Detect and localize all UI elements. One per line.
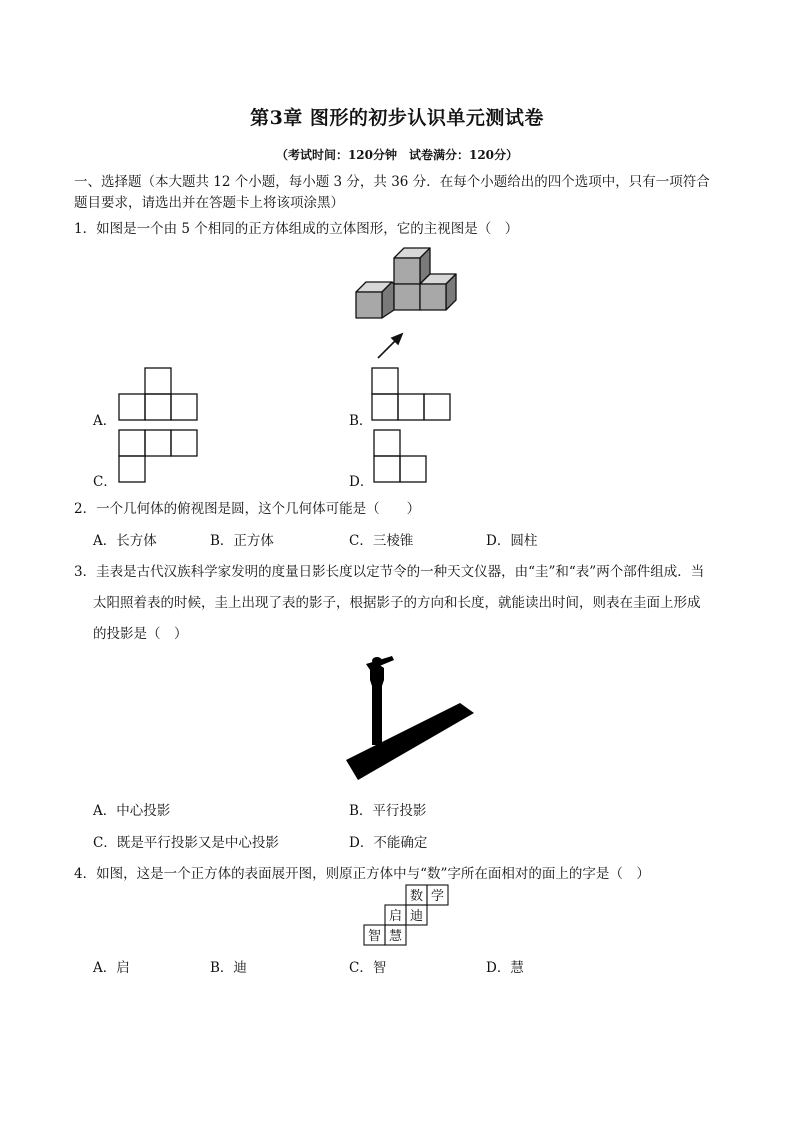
question-3-option-c[interactable]: C．既是平行投影又是中心投影 [93,835,279,851]
question-4-option-b[interactable]: B．迪 [210,960,247,976]
question-3-option-d[interactable]: D．不能确定 [349,835,428,851]
page-title: 第3章 图形的初步认识单元测试卷 [250,107,544,129]
net-face-2: 学 [430,889,445,904]
question-1-option-d[interactable]: D． [349,474,374,490]
question-4-option-c[interactable]: C．智 [349,960,387,976]
question-4-option-a[interactable]: A．启 [93,960,130,976]
question-2-text: 2．一个几何体的俯视图是圆，这个几何体可能是（ ） [74,501,421,517]
question-3-option-a[interactable]: A．中心投影 [93,803,171,819]
question-2-option-a[interactable]: A．长方体 [93,533,157,549]
question-2-option-b[interactable]: B．正方体 [210,533,274,549]
section-heading-line1: 一、选择题（本大题共 12 个小题，每小题 3 分，共 36 分．在每个小题给出的四个选项中，只有一项符合 [74,174,710,190]
net-face-4: 迪 [409,909,424,924]
exam-info: （考试时间：120分钟 试卷满分：120分） [275,148,519,162]
question-3-text-line3: 的投影是（ ） [93,626,188,642]
net-face-6: 慧 [388,929,403,944]
question-2-option-c[interactable]: C．三棱锥 [349,533,414,549]
question-1-option-a[interactable]: A． [93,413,117,429]
question-1-option-b[interactable]: B． [349,413,373,429]
net-face-5: 智 [367,929,382,944]
question-3-text-line2: 太阳照着表的时候，圭上出现了表的影子，根据影子的方向和长度，就能读出时间，则表在圭面上形成 [93,595,701,611]
question-2-option-d[interactable]: D．圆柱 [486,533,538,549]
question-3-option-b[interactable]: B．平行投影 [349,803,427,819]
question-4-text: 4．如图，这是一个正方体的表面展开图，则原正方体中与“数”字所在面相对的面上的字是（ ） [74,866,650,882]
net-face-1: 数 [409,889,424,904]
net-face-3: 启 [388,909,403,924]
question-3-text-line1: 3．圭表是古代汉族科学家发明的度量日影长度以定节令的一种天文仪器，由“圭”和“表”两个部件组成．当 [74,564,705,580]
question-4-option-d[interactable]: D．慧 [486,960,524,976]
question-1-text: 1．如图是一个由 5 个相同的正方体组成的立体图形，它的主视图是（ ） [74,221,519,237]
question-1-option-c[interactable]: C． [93,474,117,490]
section-heading-line2: 题目要求，请选出并在答题卡上将该项涂黑） [74,195,344,211]
